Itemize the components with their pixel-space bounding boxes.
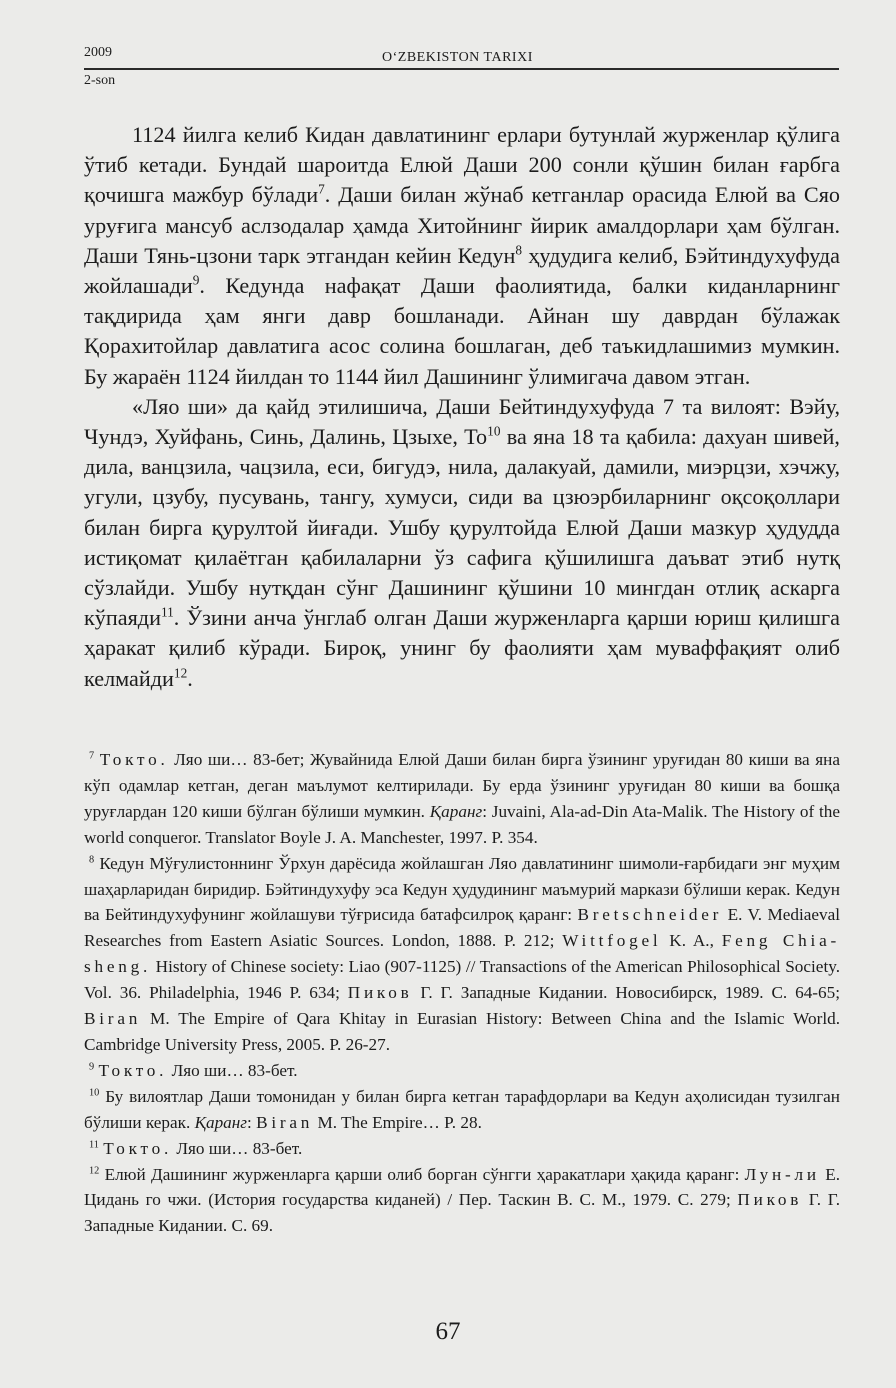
footnote-10 [84, 1084, 840, 1136]
text-run: . [187, 665, 193, 691]
author-name: Токто. [99, 750, 169, 769]
footnote-mark: 10 [89, 1087, 100, 1099]
footnote-7 [84, 747, 840, 851]
text-run: Г. Г. Западные Кидании. Новосибирск, 1989. С. 64-65; [412, 983, 840, 1003]
author-name: Токто. [103, 1138, 173, 1158]
author-name: Wittfogel [562, 931, 662, 951]
text-run: Ляо ши… 83-бет. [167, 1060, 298, 1080]
paragraph-2 [84, 392, 840, 694]
text-run: Кедун Мўғулистоннинг Ўрхун дарёсида жойлашган Ляо давлатининг шимоли-ғарбидаги энг муҳим шаҳарларидан биридир. Бэйтиндухуфу эса Кедун ҳудудининг маъмурий маркази бўлиши керак. Кедун ва Бейтиндухуфунинг жойлашуви тўғрисида батафсилроқ қаранг: [84, 853, 840, 925]
text-run: K. A., [661, 931, 722, 951]
text-run: 1124 йилга келиб Кидан давлатининг ерлари бутунлай журженлар қўлига ўтиб кетади. Бундай шароитда Елюй Даши 200 сонли қўшин билан ғарбга қочишга мажбур бўлади [84, 122, 840, 208]
header-journal-title: O‘ZBEKISTON TARIXI [382, 50, 533, 65]
footnote-mark: 9 [89, 1061, 95, 1073]
text-run: : Juvaini, Ala-ad-Din Ata-Malik. The History of the world conqueror. Translator Boyle J. A. Manchester, 1997. P. 354. [84, 801, 840, 847]
footnotes [84, 747, 840, 1239]
footnote-mark: 11 [89, 1138, 99, 1150]
footnote-ref-7: 7 [318, 182, 325, 198]
footnote-9 [84, 1058, 840, 1084]
text-run: Ляо ши… 83-бет; Жувайнида Елюй Даши билан бирга ўзининг уруғидан 80 киши ва яна кўп одамлар кетган, деган маълумот келтирилади. Бу ерда ўзининг уруғидан 80 киши ва бошқа уруғлардан 120 киши бўлган бўлиши мумкин. [84, 750, 840, 821]
text-run: . Кедунда нафақат Даши фаолиятида, балки киданларнинг тақдирида ҳам янги давр бошланади. Айнан шу даврдан бўлажак Қорахитойлар давлатига асос солина бошлаган, деб таъкидлашимиз мумкин. Бу жараён 1124 йилдан то 1144 йил Дашининг ўлимигача давом этган. [84, 273, 840, 389]
header-year: 2009 [84, 45, 112, 60]
text-run: History of Chinese society: Liao (907-1125) // Transactions of the American Philosophical Society. Vol. 36. Philadelphia, 1946 P. 634; [84, 957, 840, 1003]
text-run: . Даши билан жўнаб кетганлар орасида Елюй ва Сяо уруғига мансуб аслзодалар ҳамда Хитойнинг йирик амалдорлари ҳам бўлган. Даши Тянь-цзони тарк этгандан кейин Кедун [84, 182, 840, 268]
footnote-12 [84, 1162, 840, 1240]
footnote-mark: 7 [89, 750, 95, 762]
text-run: M. The Empire of Qara Khitay in Eurasian History: Between China and the Islamic World. Cambridge University Press, 2005. P. 26-27. [84, 1009, 840, 1054]
text-run: Г. Г. Западные Кидании. С. 69. [84, 1190, 840, 1236]
footnote-ref-8: 8 [515, 242, 523, 258]
text-run: E. V. Mediaeval Researches from Eastern Asiatic Sources. London, 1888. P. 212; [84, 905, 840, 951]
author-name: Пиков [347, 983, 413, 1003]
text-run: «Ляо ши» да қайд этилишича, Даши Бейтиндухуфуда 7 та вилоят: Вэйу, Чундэ, Хуйфань, Синь, Далинь, Цзыхе, То [84, 393, 840, 450]
author-name: Feng Chia-sheng. [84, 931, 840, 977]
footnote-8 [84, 851, 840, 1058]
text-run: Бу вилоятлар Даши томонидан у билан бирга кетган тарафдорлари ва Кедун аҳолисидан тузилган бўлиши керак. [84, 1086, 840, 1132]
paragraph-1 [84, 120, 840, 392]
see-label: Қаранг [429, 801, 483, 821]
footnote-ref-11: 11 [160, 604, 174, 620]
text-run: Ляо ши… 83-бет. [172, 1138, 303, 1158]
text-run: . Ўзини анча ўнглаб олган Даши журженларга қарши юриш қилишга ҳаракат қилиб кўради. Бироқ, унинг бу фаолияти ҳам муваффақият олиб келмайди [84, 605, 840, 691]
author-name: Biran [256, 1112, 314, 1132]
page-number: 67 [435, 1318, 461, 1345]
footnote-ref-10: 10 [487, 423, 501, 439]
text-run: ва яна 18 та қабила: дахуан шивей, дила, ванцзила, чацзила, еси, бигудэ, нила, далакуай, дамили, миэрцзи, хэчжу, угули, цзубу, пусувань, тангу, хумуси, сиди ва цзюэрбиларнинг оқсоқоллари билан бирга қурултой йиғади. Ушбу қурултойда Елюй Даши мазкур ҳудудда истиқомат қилаётган қабилаларни ўз сафига қўшилишга даъват этиб нутқ сўзлайди. Ушбу нутқдан сўнг Дашининг қўшини 10 мингдан отлиқ аскарга кўпаяди [84, 424, 840, 631]
author-name: Biran [84, 1009, 142, 1029]
header-rule [84, 68, 839, 70]
see-label: Қаранг [194, 1112, 247, 1132]
text-run: M. The Empire… P. 28. [313, 1112, 482, 1132]
header-issue: 2-son [84, 73, 116, 88]
footnote-ref-12: 12 [173, 665, 188, 681]
text-run: Е. Цидань го чжи. (История государства киданей) / Пер. Таскин В. С. М., 1979. С. 279; [84, 1164, 840, 1210]
footnote-mark: 8 [89, 853, 95, 865]
footnote-11 [84, 1136, 840, 1162]
footnote-mark: 12 [89, 1164, 100, 1176]
text-run: Елюй Дашининг журженларга қарши олиб борган сўнгги ҳаракатлари ҳақида қаранг: [99, 1164, 745, 1184]
author-name: Пиков [737, 1190, 803, 1210]
main-text [84, 120, 840, 694]
text-run: ҳудудига келиб, Бэйтиндухуфуда жойлашади [84, 242, 840, 299]
text-run: : [247, 1112, 257, 1132]
author-name: Bretschneider [577, 905, 723, 925]
footnote-ref-9: 9 [192, 272, 200, 288]
author-name: Лун-ли [744, 1164, 820, 1184]
author-name: Токто. [98, 1060, 168, 1080]
